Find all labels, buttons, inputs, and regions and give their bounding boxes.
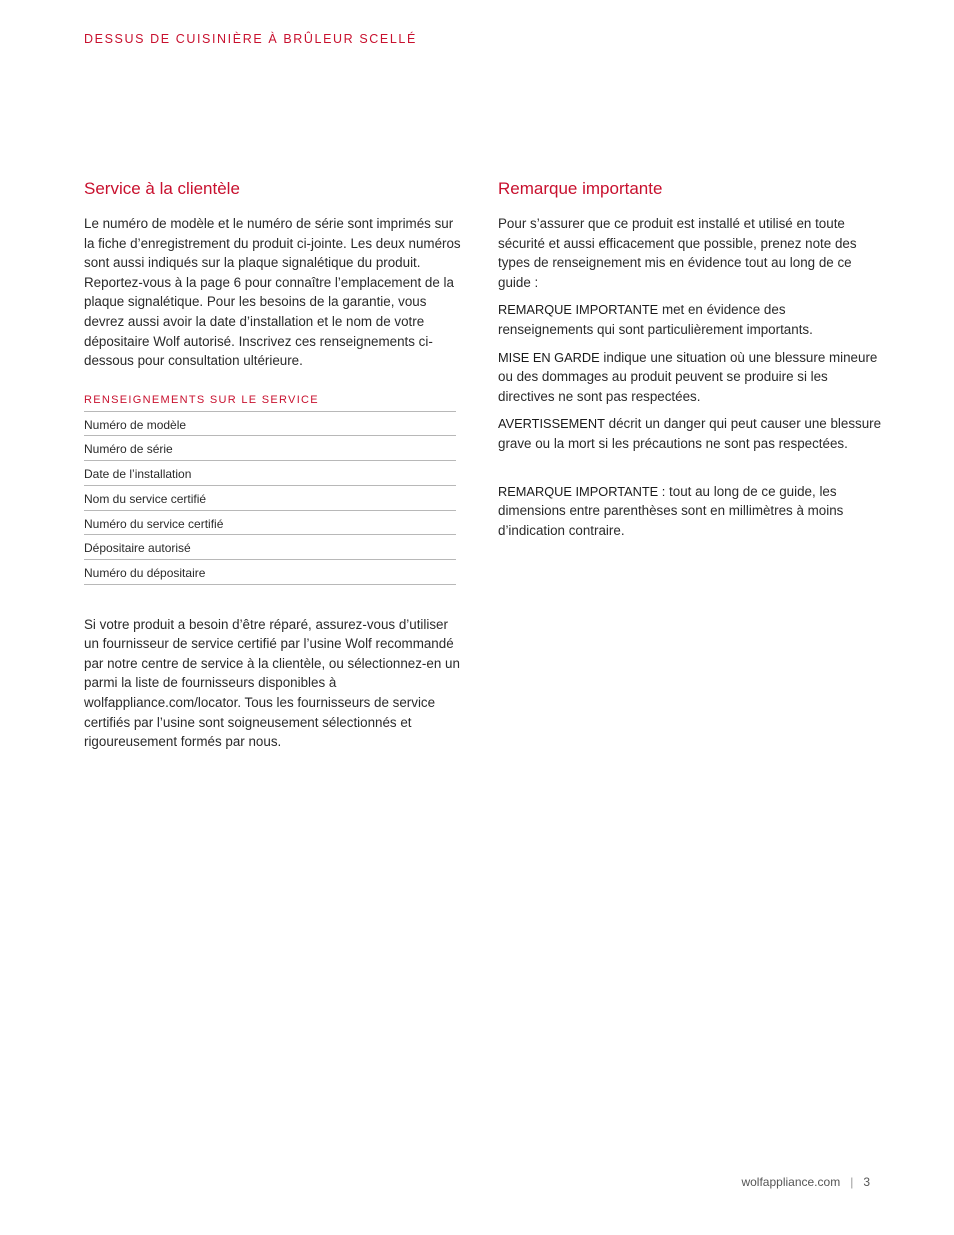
service-row-dealer-number: Numéro du dépositaire (84, 560, 456, 585)
repair-info-text: Si votre produit a besoin d’être réparé, assurez-vous d’utiliser un fournisseur de service certifié par l’usine Wolf recommandé par notre centre de service à la clientèle, ou sélectionnez-en un parmi la liste de fournisseurs disponibles à wolfappliance.com/locator. Tous les fournisseurs de service certifiés par l’usine sont soigneusement sélectionnés et rigoureusement formés par nous. (84, 616, 460, 750)
footer-website: wolfappliance.com (741, 1175, 841, 1189)
note-item-warning-lead: AVERTISSEMENT (498, 416, 605, 432)
customer-service-intro (84, 214, 464, 371)
note-item-warning-text: décrit un danger qui peut causer une blessure grave ou la mort si les précautions ne sont pas respectées. (498, 416, 882, 451)
note-item-important (498, 300, 882, 339)
important-note-column (498, 178, 882, 548)
service-info-heading: RENSEIGNEMENTS SUR LE SERVICE (84, 393, 319, 406)
note-item-caution-text: indique une situation où une blessure mineure ou des dommages au produit peuvent se produire si les directives ne sont pas respectées. (498, 349, 878, 404)
note-item-warning (498, 414, 882, 453)
service-row-service-number: Numéro du service certifié (84, 511, 456, 536)
service-row-model-number: Numéro de modèle (84, 412, 456, 437)
note-item-important-text: met en évidence des renseignements qui sont particulièrement importants. (498, 302, 813, 337)
important-note-body (498, 214, 882, 540)
dimensions-note-text: tout au long de ce guide, les dimensions entre parenthèses sont en millimètres à moins d’indication contraire. (498, 483, 844, 538)
service-row-installation-date: Date de l’installation (84, 461, 456, 486)
important-note-intro: Pour s’assurer que ce produit est installé et utilisé en toute sécurité et aussi efficacement que possible, prenez note des types de renseignement mis en évidence tout au long de ce guide : (498, 216, 857, 290)
footer-separator: | (850, 1175, 854, 1189)
note-item-caution (498, 348, 882, 407)
important-note-heading: Remarque importante (498, 179, 663, 198)
service-row-serial-number: Numéro de série (84, 436, 456, 461)
dimensions-note (498, 482, 882, 541)
repair-info (84, 615, 464, 752)
page-number: 3 (863, 1175, 870, 1189)
customer-service-heading: Service à la clientèle (84, 179, 240, 198)
note-item-caution-lead: MISE EN GARDE (498, 349, 600, 365)
customer-service-column (84, 178, 464, 760)
note-item-important-lead: REMARQUE IMPORTANTE (498, 302, 659, 318)
service-row-service-name: Nom du service certifié (84, 486, 456, 511)
dimensions-note-lead: REMARQUE IMPORTANTE : (498, 483, 666, 499)
page-header-title: DESSUS DE CUISINIÈRE À BRÛLEUR SCELLÉ (84, 32, 417, 46)
page-footer (741, 1175, 870, 1189)
customer-service-intro-text: Le numéro de modèle et le numéro de série sont imprimés sur la fiche d’enregistrement du produit ci-jointe. Les deux numéros sont aussi indiqués sur la plaque signalétique du produit. Reportez-vous à la page 6 pour connaître l’emplacement de la plaque signalétique. Pour les besoins de la garantie, vous devrez aussi avoir la date d’installation et le nom de votre dépositaire Wolf autorisé. Inscrivez ces renseignements ci-dessous pour consultation ultérieure. (84, 216, 461, 369)
service-info-table (84, 411, 456, 585)
service-row-dealer: Dépositaire autorisé (84, 535, 456, 560)
